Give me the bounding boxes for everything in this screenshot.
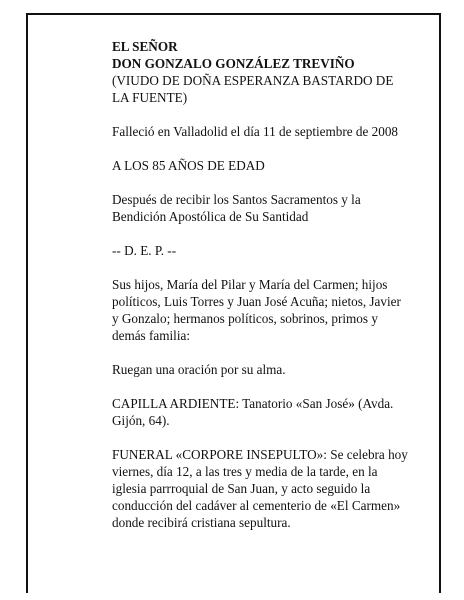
funeral-line-5: donde recibirá cristiana sepultura. bbox=[112, 515, 291, 530]
prayer-request-text: Ruegan una oración por su alma. bbox=[112, 362, 286, 377]
widower-line-1: (VIUDO DE DOÑA ESPERANZA BASTARDO DE bbox=[112, 73, 394, 88]
family-line-3: y Gonzalo; hermanos políticos, sobrinos, primos y bbox=[112, 311, 378, 326]
funeral-line-3: iglesia parrroquial de San Juan, y acto seguido la bbox=[112, 481, 371, 496]
obituary-notice bbox=[112, 38, 452, 548]
rip-line bbox=[112, 242, 452, 259]
rip-text: -- D. E. P. -- bbox=[112, 243, 177, 258]
prayer-request bbox=[112, 361, 452, 378]
sacraments-line-2: Bendición Apostólica de Su Santidad bbox=[112, 209, 309, 224]
widower-line-2: LA FUENTE) bbox=[112, 90, 188, 105]
chapel-paragraph bbox=[112, 395, 452, 429]
death-statement-text: Falleció en Valladolid el día 11 de septiembre de 2008 bbox=[112, 124, 399, 139]
title-line-1: EL SEÑOR bbox=[112, 39, 178, 54]
age-statement bbox=[112, 157, 452, 174]
family-paragraph bbox=[112, 276, 452, 344]
family-line-4: demás familia: bbox=[112, 328, 190, 343]
family-line-1: Sus hijos, María del Pilar y María del Carmen; hijos bbox=[112, 277, 388, 292]
chapel-line-1: CAPILLA ARDIENTE: Tanatorio «San José» (Avda. bbox=[112, 396, 394, 411]
funeral-line-1: FUNERAL «CORPORE INSEPULTO»: Se celebra hoy bbox=[112, 447, 408, 462]
death-statement bbox=[112, 123, 452, 140]
funeral-line-4: conducción del cadáver al cementerio de «El Carmen» bbox=[112, 498, 401, 513]
sacraments-paragraph bbox=[112, 191, 452, 225]
funeral-paragraph bbox=[112, 446, 452, 531]
funeral-line-2: viernes, día 12, a las tres y media de la tarde, en la bbox=[112, 464, 378, 479]
chapel-line-2: Gijón, 64). bbox=[112, 413, 170, 428]
sacraments-line-1: Después de recibir los Santos Sacramentos y la bbox=[112, 192, 361, 207]
deceased-name: DON GONZALO GONZÁLEZ TREVIÑO bbox=[112, 56, 355, 71]
family-line-2: políticos, Luis Torres y Juan José Acuña; nietos, Javier bbox=[112, 294, 401, 309]
age-statement-text: A LOS 85 AÑOS DE EDAD bbox=[112, 158, 265, 173]
deceased-heading bbox=[112, 38, 452, 106]
